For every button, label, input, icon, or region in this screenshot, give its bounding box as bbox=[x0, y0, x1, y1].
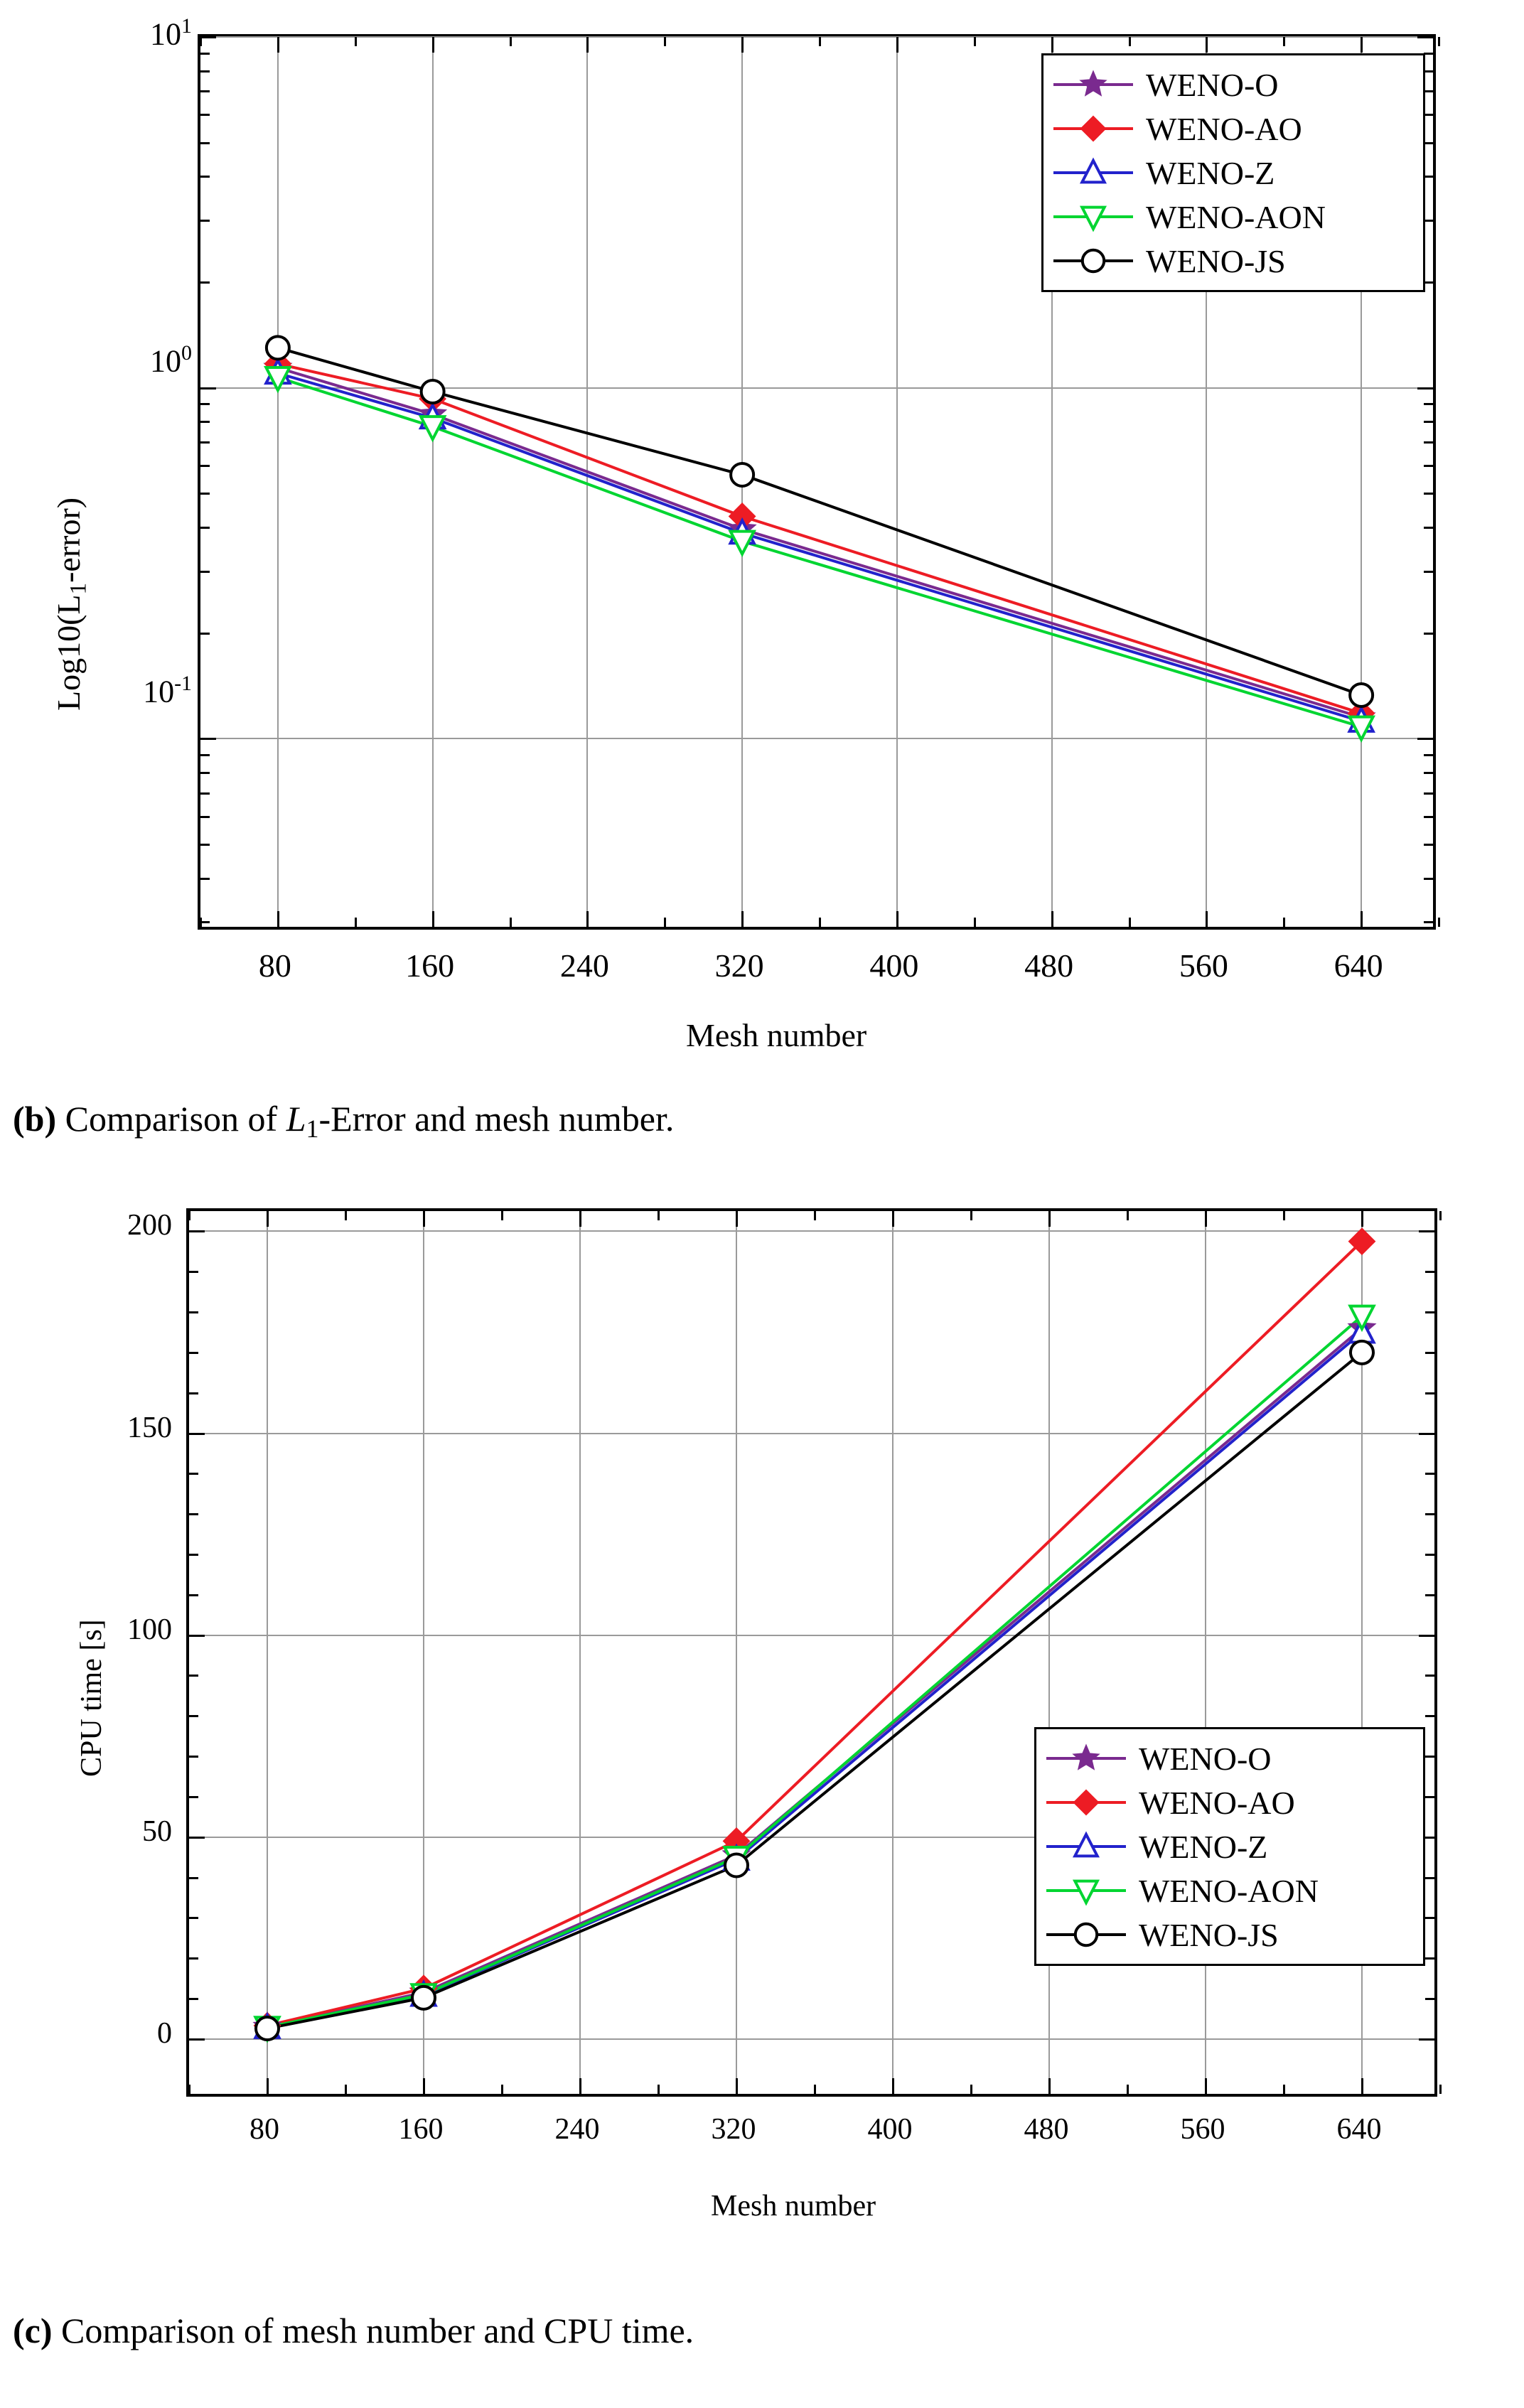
legend-item-weno-js[interactable] bbox=[1051, 239, 1410, 283]
legend-label: WENO-O bbox=[1139, 1740, 1272, 1777]
legend-label: WENO-AO bbox=[1146, 110, 1302, 147]
panel-b-ytick-10em1 bbox=[78, 672, 192, 709]
ytick-label: 150 bbox=[127, 1411, 172, 1444]
y-axis-title-tail: -error) bbox=[50, 497, 87, 583]
xtick-label: 160 bbox=[405, 947, 455, 984]
legend-item-weno-z[interactable] bbox=[1043, 1824, 1410, 1869]
xtick-label: 640 bbox=[1336, 2113, 1382, 2146]
legend-item-weno-ao[interactable] bbox=[1043, 1780, 1410, 1824]
legend-marker-weno-z bbox=[1043, 1832, 1129, 1861]
legend-label: WENO-Z bbox=[1139, 1828, 1268, 1865]
xtick-label: 240 bbox=[559, 947, 609, 984]
caption-b-tag: (b) bbox=[13, 1099, 57, 1139]
xtick-label: 480 bbox=[1024, 947, 1074, 984]
xtick-label: 400 bbox=[867, 2113, 913, 2146]
legend-item-weno-ao[interactable] bbox=[1051, 107, 1410, 151]
ytick-base: 10 bbox=[150, 343, 182, 379]
legend-label: WENO-AON bbox=[1146, 198, 1326, 235]
legend-item-weno-aon[interactable] bbox=[1051, 195, 1410, 239]
y-axis-title-sub: 1 bbox=[65, 582, 92, 595]
panel-c-y-axis-title: CPU time [s] bbox=[75, 1619, 108, 1777]
xtick-label: 320 bbox=[714, 947, 764, 984]
xtick-label: 320 bbox=[711, 2113, 756, 2146]
xtick-label: 560 bbox=[1180, 2113, 1225, 2146]
xtick-label: 160 bbox=[398, 2113, 444, 2146]
xtick-label: 560 bbox=[1179, 947, 1228, 984]
legend-marker-weno-z bbox=[1051, 158, 1136, 187]
legend-item-weno-aon[interactable] bbox=[1043, 1869, 1410, 1913]
ytick-label: 0 bbox=[157, 2016, 172, 2050]
legend-item-weno-z[interactable] bbox=[1051, 151, 1410, 195]
panel-b-ytick-10e1 bbox=[92, 14, 192, 52]
legend-label: WENO-O bbox=[1146, 66, 1279, 103]
caption-c-text: Comparison of mesh number and CPU time. bbox=[52, 2311, 694, 2350]
legend-marker-weno-aon bbox=[1043, 1876, 1129, 1905]
y-axis-title-main: Log10(L bbox=[50, 594, 87, 711]
caption-panel-b bbox=[13, 1098, 674, 1144]
xtick-label: 240 bbox=[554, 2113, 600, 2146]
legend-item-weno-js[interactable] bbox=[1043, 1913, 1410, 1957]
panel-b-x-axis-title: Mesh number bbox=[686, 1017, 867, 1053]
panel-c-x-axis-title: Mesh number bbox=[711, 2190, 876, 2222]
legend-label: WENO-JS bbox=[1146, 242, 1286, 279]
legend-marker-weno-js bbox=[1043, 1920, 1129, 1949]
xtick-label: 80 bbox=[258, 947, 291, 984]
xtick-label: 400 bbox=[869, 947, 919, 984]
legend-marker-weno-ao bbox=[1051, 114, 1136, 143]
xtick-label: 80 bbox=[249, 2113, 279, 2146]
legend-label: WENO-AON bbox=[1139, 1872, 1319, 1909]
legend-marker-weno-o bbox=[1051, 70, 1136, 99]
ytick-label: 100 bbox=[127, 1613, 172, 1646]
panel-c-legend bbox=[1034, 1727, 1425, 1966]
legend-marker-weno-js bbox=[1051, 247, 1136, 275]
ytick-exp: 0 bbox=[181, 341, 192, 365]
legend-marker-weno-ao bbox=[1043, 1788, 1129, 1817]
caption-b-italic: L bbox=[286, 1099, 306, 1139]
caption-b-post: -Error and mesh number. bbox=[318, 1099, 675, 1139]
legend-marker-weno-aon bbox=[1051, 203, 1136, 231]
series-layer bbox=[189, 1211, 1440, 2100]
ytick-label: 200 bbox=[127, 1209, 172, 1242]
legend-item-weno-o[interactable] bbox=[1051, 63, 1410, 107]
caption-panel-c bbox=[13, 2310, 694, 2351]
ytick-exp: 1 bbox=[181, 14, 192, 38]
series-markers-weno-js bbox=[267, 336, 1373, 706]
legend-label: WENO-AO bbox=[1139, 1784, 1295, 1821]
ytick-base: 10 bbox=[150, 16, 182, 52]
legend-label: WENO-JS bbox=[1139, 1916, 1279, 1953]
legend-label: WENO-Z bbox=[1146, 154, 1275, 191]
ytick-base: 10 bbox=[143, 674, 175, 709]
xtick-label: 480 bbox=[1024, 2113, 1069, 2146]
xtick-label: 640 bbox=[1334, 947, 1383, 984]
ytick-exp: -1 bbox=[174, 672, 192, 695]
caption-c-tag: (c) bbox=[13, 2311, 53, 2350]
caption-b-sub: 1 bbox=[306, 1114, 319, 1143]
panel-b-legend bbox=[1041, 53, 1425, 292]
panel-b-ytick-10e0 bbox=[92, 341, 192, 379]
legend-marker-weno-o bbox=[1043, 1744, 1129, 1773]
ytick-label: 50 bbox=[142, 1815, 172, 1848]
legend-item-weno-o[interactable] bbox=[1043, 1736, 1410, 1780]
caption-b-pre: Comparison of bbox=[56, 1099, 286, 1139]
